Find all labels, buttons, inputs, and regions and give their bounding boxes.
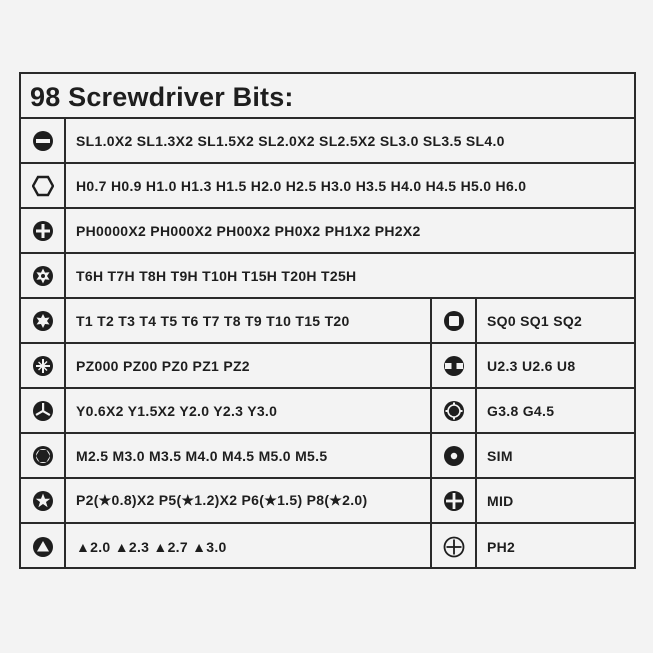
bit-sizes: H0.7 H0.9 H1.0 H1.3 H1.5 H2.0 H2.5 H3.0 H3.5 H4.0 H4.5 H5.0 H6.0	[76, 177, 527, 194]
triangle-icon	[21, 524, 66, 569]
bit-sizes: PH2	[487, 538, 516, 555]
bit-sizes: MID	[487, 492, 514, 509]
bit-sizes: T1 T2 T3 T4 T5 T6 T7 T8 T9 T10 T15 T20	[76, 312, 350, 329]
gear-icon	[432, 389, 477, 432]
table-row	[21, 254, 634, 299]
torx-security-icon	[21, 254, 66, 297]
table-row	[21, 209, 634, 254]
slotted-icon	[21, 119, 66, 162]
torx-icon	[21, 299, 66, 342]
bit-sizes: PZ000 PZ00 PZ0 PZ1 PZ2	[76, 357, 250, 374]
table-row	[21, 344, 634, 389]
phillips-icon	[21, 209, 66, 252]
bit-sizes: SQ0 SQ1 SQ2	[487, 312, 583, 329]
hex-icon	[21, 164, 66, 207]
table-row	[21, 299, 634, 344]
phillips-outline-icon	[432, 524, 477, 569]
bit-sizes: U2.3 U2.6 U8	[487, 357, 576, 374]
bit-sizes: G3.8 G4.5	[487, 402, 555, 419]
table-row	[21, 119, 634, 164]
table-row	[21, 164, 634, 209]
bit-sizes: P2(★0.8)X2 P5(★1.2)X2 P6(★1.5) P8(★2.0)	[76, 492, 368, 508]
pozidriv-icon	[21, 344, 66, 387]
bit-sizes: ▲2.0 ▲2.3 ▲2.7 ▲3.0	[76, 538, 227, 555]
page-title: 98 Screwdriver Bits:	[21, 74, 634, 119]
bit-sizes: Y0.6X2 Y1.5X2 Y2.0 Y2.3 Y3.0	[76, 402, 278, 419]
bits-table	[19, 72, 636, 569]
u-shape-icon	[432, 344, 477, 387]
square-icon	[432, 299, 477, 342]
mid-icon	[432, 479, 477, 522]
bit-sizes: SL1.0X2 SL1.3X2 SL1.5X2 SL2.0X2 SL2.5X2 SL3.0 SL3.5 SL4.0	[76, 132, 505, 149]
bit-sizes: T6H T7H T8H T9H T10H T15H T20H T25H	[76, 267, 357, 284]
table-row	[21, 389, 634, 434]
hex-socket-icon	[21, 434, 66, 477]
bit-sizes: M2.5 M3.0 M3.5 M4.0 M4.5 M5.0 M5.5	[76, 447, 328, 464]
bit-sizes: SIM	[487, 447, 513, 464]
table-row	[21, 434, 634, 479]
tri-wing-icon	[21, 389, 66, 432]
bit-sizes: PH0000X2 PH000X2 PH00X2 PH0X2 PH1X2 PH2X2	[76, 222, 421, 239]
pentalobe-icon	[21, 479, 66, 522]
table-row	[21, 524, 634, 569]
sim-icon	[432, 434, 477, 477]
table-row	[21, 479, 634, 524]
